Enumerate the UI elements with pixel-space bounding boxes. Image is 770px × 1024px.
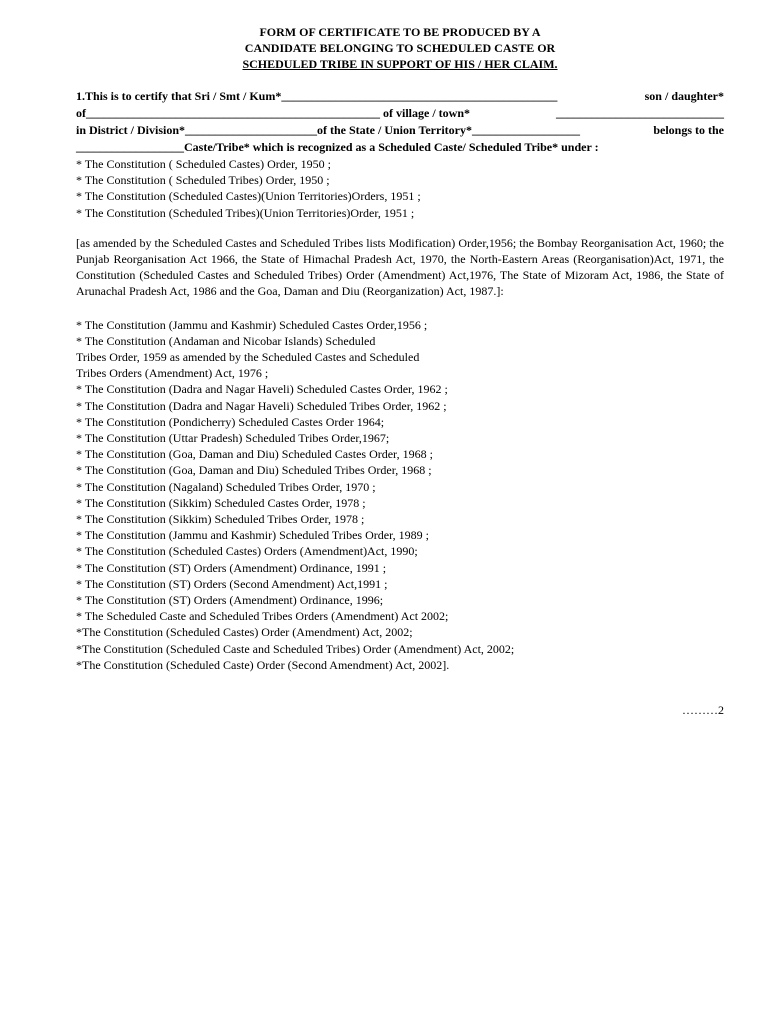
list-item: *The Constitution (Scheduled Caste) Order (Second Amendment) Act, 2002]. [76,657,450,672]
certificate-caste-field: __________________Caste/Tribe* which is recognized as a Scheduled Caste/ Scheduled Tribe* under : [76,140,599,154]
list-item: * The Constitution (Dadra and Nagar Haveli) Scheduled Castes Order, 1962 ; [76,382,448,397]
list-item: * The Constitution (Jammu and Kashmir) Scheduled Castes Order,1956 ; [76,317,428,332]
list-item: * The Constitution (Sikkim) Scheduled Castes Order, 1978 ; [76,495,366,510]
certificate-village-field: ____________________________ [556,106,724,120]
title-line-3: SCHEDULED TRIBE IN SUPPORT OF HIS / HER CLAIM. [242,57,558,71]
document-page [76,24,724,673]
certificate-row-1 [76,88,724,105]
amendment-note: [as amended by the Scheduled Castes and Scheduled Tribes lists Modification) Order,1956; the Bombay Reorganisation Act, 1960; the Punjab Reorganisation Act 1966, the State of Himachal Pradesh Act, 1970, the North-Eastern Areas (Reorganisation)Act, 1971, the Constitution (Scheduled Castes and Scheduled Tribes) Order (Amendment) Act,1976, The State of Mizoram Act, 1986, the State of Arunachal Pradesh Act, 1986 and the Goa, Daman and Diu (Reorganization) Act, 1987.]: [76,235,724,299]
list-item: * The Constitution (Goa, Daman and Diu) Scheduled Castes Order, 1968 ; [76,447,433,462]
list-item: * The Constitution (Nagaland) Scheduled Tribes Order, 1970 ; [76,479,376,494]
certificate-parent-field: of_________________________________________________ of village / town* [76,106,470,120]
list-item: * The Constitution (Andaman and Nicobar Islands) Scheduled [76,333,376,348]
certificate-belongs: belongs to the [653,123,724,137]
certificate-row-4 [76,139,724,156]
list-item: * The Constitution (Scheduled Castes) Orders (Amendment)Act, 1990; [76,544,418,559]
list-item: * The Constitution ( Scheduled Castes) Order, 1950 ; [76,157,331,171]
list-item: * The Constitution ( Scheduled Tribes) Order, 1950 ; [76,173,330,188]
list-item: * The Constitution (ST) Orders (Second Amendment) Act,1991 ; [76,576,388,591]
list-item: * The Constitution (Scheduled Tribes)(Union Territories)Order, 1951 ; [76,205,415,220]
list-item: Tribes Orders (Amendment) Act, 1976 ; [76,366,269,381]
certificate-statement [76,88,724,156]
list-item: * The Constitution (Jammu and Kashmir) Scheduled Tribes Order, 1989 ; [76,528,429,543]
orders-list-first [76,156,724,221]
list-item: * The Scheduled Caste and Scheduled Tribes Orders (Amendment) Act 2002; [76,609,449,624]
certificate-district-field: in District / Division*______________________of the State / Union Territory*__________________ [76,123,580,137]
orders-list-second [76,317,724,673]
list-item: * The Constitution (Sikkim) Scheduled Tribes Order, 1978 ; [76,512,365,527]
list-item: * The Constitution (ST) Orders (Amendment) Ordinance, 1996; [76,593,384,608]
list-item: * The Constitution (Uttar Pradesh) Scheduled Tribes Order,1967; [76,431,390,446]
page-continuation: ………2 [682,703,724,717]
title-line-1: FORM OF CERTIFICATE TO BE PRODUCED BY A [259,25,541,39]
list-item: *The Constitution (Scheduled Caste and Scheduled Tribes) Order (Amendment) Act, 2002; [76,641,515,656]
title-line-2: CANDIDATE BELONGING TO SCHEDULED CASTE OR [244,41,556,55]
list-item: * The Constitution (Pondicherry) Scheduled Castes Order 1964; [76,414,385,429]
certificate-row-3 [76,122,724,139]
certificate-row-2 [76,105,724,122]
list-item: * The Constitution (ST) Orders (Amendment) Ordinance, 1991 ; [76,560,387,575]
list-item: * The Constitution (Scheduled Castes)(Union Territories)Orders, 1951 ; [76,189,421,204]
list-item: Tribes Order, 1959 as amended by the Scheduled Castes and Scheduled [76,350,420,365]
list-item: * The Constitution (Dadra and Nagar Haveli) Scheduled Tribes Order, 1962 ; [76,398,447,413]
form-title [76,24,724,72]
certificate-name-field: 1.This is to certify that Sri / Smt / Kum*______________________________________________ [76,89,558,103]
list-item: * The Constitution (Goa, Daman and Diu) Scheduled Tribes Order, 1968 ; [76,463,432,478]
list-item: *The Constitution (Scheduled Castes) Order (Amendment) Act, 2002; [76,625,413,640]
certificate-relation: son / daughter* [644,89,724,103]
